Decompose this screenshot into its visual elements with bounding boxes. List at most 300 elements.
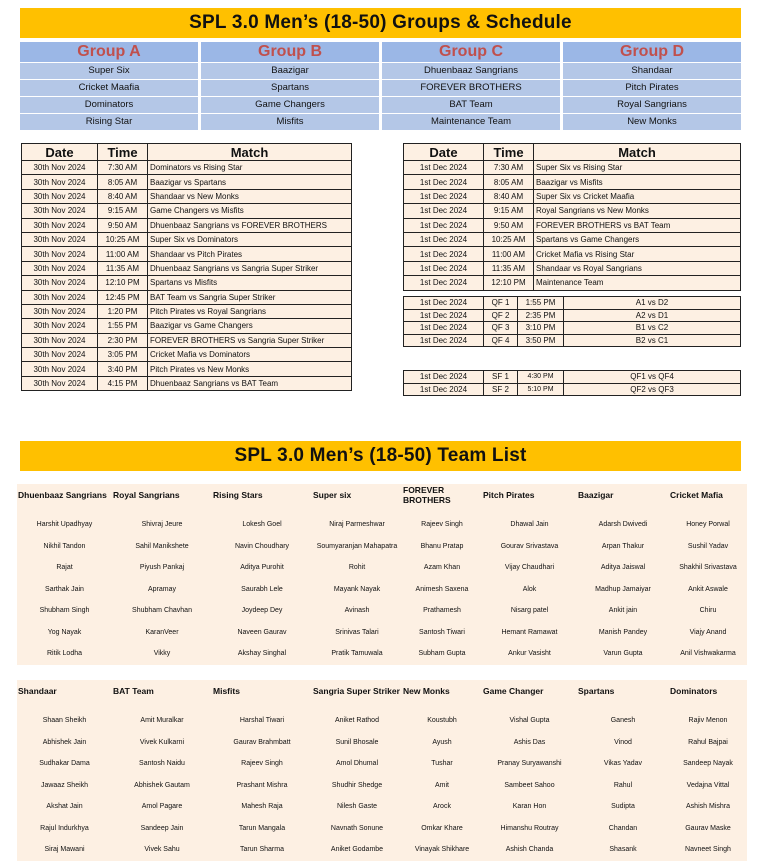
match-time: 10:25 AM [98,232,148,246]
player-name: Navneet Singh [685,846,731,854]
match-name: Shandaar vs Pitch Pirates [148,247,352,261]
match-name: Super Six vs Cricket Maafia [534,189,741,203]
schedule-day2-table [403,143,741,291]
match-code: QF 4 [484,334,518,347]
schedule-row [22,304,352,318]
group-team: Misfits [201,114,379,130]
player-name: Dhawal Jain [510,521,549,529]
player-name: Pranay Suryawanshi [497,760,562,768]
group-team: Royal Sangrians [563,97,741,113]
player-name: Tarun Sharma [240,846,284,854]
player-name: Santosh Naidu [139,760,185,768]
player-name: Avinash [344,607,370,615]
spacer [17,702,112,710]
match-time: 3:05 PM [98,348,148,362]
match-name: Dhuenbaaz Sangrians vs FOREVER BROTHERS [148,218,352,232]
match-header: Match [534,144,741,161]
match-date: 1st Dec 2024 [404,232,484,246]
player-name: Rahul Bajpai [688,738,728,746]
player-name: Sushil Yadav [687,542,729,550]
knockout-row [404,371,741,384]
spacer [402,702,482,710]
player-name: Sarthak Jain [45,585,84,593]
player-name: Vikky [153,650,171,658]
player-name: Amit Muralkar [140,717,184,725]
schedule-row [22,290,352,304]
player-name: Abhishek Jain [42,738,87,746]
match-name: A2 vs D1 [564,309,741,322]
match-name: Spartans vs Misfits [148,276,352,290]
group-team: BAT Team [382,97,560,113]
match-date: 1st Dec 2024 [404,261,484,275]
player-name: Rajul Indurkhya [40,824,89,832]
spacer [577,506,669,514]
player-name: Sudhakar Dama [39,760,90,768]
match-date: 1st Dec 2024 [404,322,484,335]
match-time: 11:35 AM [98,261,148,275]
schedule-row [22,247,352,261]
match-name: QF1 vs QF4 [564,371,741,384]
match-date: 30th Nov 2024 [22,319,98,333]
player-name: Ashis Das [513,738,546,746]
player-name: Vikas Yadav [603,760,643,768]
match-time: 1:20 PM [98,304,148,318]
player-name: Vijay Chaudhari [504,564,555,572]
spacer [669,506,747,514]
player-name: Bhanu Pratap [420,542,464,550]
player-name: Gourav Srivastava [500,542,559,550]
match-time: 9:15 AM [98,204,148,218]
schedule-row [404,232,741,246]
groups-table [20,42,741,130]
match-code: SF 2 [484,383,518,396]
player-name: Sandeep Jain [140,824,184,832]
player-name: Hemant Ramawat [501,628,558,636]
player-name: Vivek Kulkarni [139,738,185,746]
date-header: Date [404,144,484,161]
player-name: Sahil Manikshete [135,542,189,550]
group-team: Dominators [20,97,198,113]
group-team: Dhuenbaaz Sangrians [382,63,560,79]
match-code: QF 3 [484,322,518,335]
spacer [669,702,747,710]
schedule-row [22,376,352,390]
match-name: Dhuenbaaz Sangrians vs Sangria Super Striker [148,261,352,275]
schedule-row [22,189,352,203]
match-name: Shandaar vs New Monks [148,189,352,203]
knockout-row [404,383,741,396]
player-name: Ankit jain [608,607,638,615]
player-name: Viajy Anand [689,628,727,636]
group-header: Group C [382,42,560,62]
knockout-row [404,309,741,322]
match-date: 30th Nov 2024 [22,304,98,318]
player-name: Rahul [613,781,633,789]
player-name: Ritik Lodha [46,650,83,658]
match-time: 3:40 PM [98,362,148,376]
schedule-row [404,161,741,175]
spacer [577,702,669,710]
match-name: Cricket Mafia vs Rising Star [534,247,741,261]
match-name: Dominators vs Rising Star [148,161,352,175]
schedule-row [404,204,741,218]
knockout-row [404,297,741,310]
match-time: 8:05 AM [98,175,148,189]
spacer [17,506,112,514]
player-name: Santosh Tiwari [419,628,465,636]
team-name: Super six [313,490,352,500]
player-name: Jawaaz Sheikh [40,781,89,789]
player-name: Shubham Chavhan [132,607,192,615]
schedule-row [22,319,352,333]
player-name: Manish Pandey [598,628,648,636]
player-name: Abhishek Gautam [134,781,190,789]
match-time: 12:45 PM [98,290,148,304]
player-name: Vedajna Vittal [686,781,730,789]
player-name: Mahesh Raja [241,803,283,811]
match-date: 1st Dec 2024 [404,247,484,261]
group-team: Pitch Pirates [563,80,741,96]
match-name: B2 vs C1 [564,334,741,347]
player-name: Ankit Aswale [688,585,728,593]
time-header: Time [98,144,148,161]
match-time: 3:50 PM [518,334,564,347]
player-name: Omkar Khare [421,824,463,832]
player-name: Chiru [699,607,717,615]
player-name: Sandeep Nayak [683,760,733,768]
match-date: 1st Dec 2024 [404,334,484,347]
schedule-row [22,232,352,246]
spacer [312,702,402,710]
spacer [402,506,482,514]
player-name: Alok [522,585,537,593]
knockout-row [404,334,741,347]
schedule-row [404,189,741,203]
match-name: Game Changers vs Misfits [148,204,352,218]
team-list-block-1 [17,484,747,665]
player-name: Animesh Saxena [415,585,469,593]
schedule-row [404,276,741,290]
player-name: Amit [435,781,449,789]
knockout-row [404,322,741,335]
player-name: Navin Choudhary [234,542,290,550]
player-name: Saurabh Lele [241,585,283,593]
player-name: KaranVeer [145,628,179,636]
player-name: Sambeet Sahoo [504,781,555,789]
player-name: Shaan Sheikh [42,717,87,725]
player-name: Shakhil Srivastava [679,564,737,572]
match-time: 8:05 AM [484,175,534,189]
player-name: Nilesh Gaste [336,803,378,811]
match-date: 30th Nov 2024 [22,232,98,246]
player-name: Koustubh [427,717,457,725]
match-time: 3:10 PM [518,322,564,335]
match-time: 8:40 AM [98,189,148,203]
match-name: FOREVER BROTHERS vs Sangria Super Striker [148,333,352,347]
schedule-row [22,348,352,362]
schedule-row [22,362,352,376]
match-date: 30th Nov 2024 [22,348,98,362]
match-time: 7:30 AM [98,161,148,175]
player-name: Vinayak Shikhare [414,846,470,854]
match-name: Baazigar vs Misfits [534,175,741,189]
team-name: Misfits [213,686,240,696]
player-name: Harshal Tiwari [239,717,285,725]
group-team: New Monks [563,114,741,130]
player-name: Mayank Nayak [333,585,381,593]
schedule-title: SPL 3.0 Men’s (18-50) Groups & Schedule [20,8,741,38]
group-team: Super Six [20,63,198,79]
player-name: Rohit [348,564,366,572]
player-name: Rajiv Menon [688,717,728,725]
player-name: Ayush [432,738,452,746]
player-name: Shudhir Shedge [331,781,383,789]
match-date: 30th Nov 2024 [22,261,98,275]
schedule-row [404,218,741,232]
spacer [112,506,212,514]
semi-finals-table [403,370,741,396]
match-date: 1st Dec 2024 [404,218,484,232]
player-name: Ashish Mishra [686,803,730,811]
match-time: 8:40 AM [484,189,534,203]
player-name: Vinod [614,738,632,746]
player-name: Joydeep Dey [241,607,283,615]
group-team: Baazigar [201,63,379,79]
player-name: Navnath Sonune [330,824,384,832]
spacer [482,702,577,710]
team-name: New Monks [403,686,450,696]
spacer [112,702,212,710]
match-code: SF 1 [484,371,518,384]
match-name: FOREVER BROTHERS vs BAT Team [534,218,741,232]
match-code: QF 1 [484,297,518,310]
match-date: 1st Dec 2024 [404,189,484,203]
group-team: FOREVER BROTHERS [382,80,560,96]
match-date: 1st Dec 2024 [404,175,484,189]
match-time: 9:50 AM [484,218,534,232]
match-date: 30th Nov 2024 [22,362,98,376]
player-name: Aniket Rathod [335,717,379,725]
player-name: Aditya Jaiswal [600,564,646,572]
player-name: Pratik Tamuwala [331,650,383,658]
match-time: 9:50 AM [98,218,148,232]
group-team: Spartans [201,80,379,96]
group-team: Cricket Maafia [20,80,198,96]
match-header: Match [148,144,352,161]
match-date: 1st Dec 2024 [404,297,484,310]
player-name: Honey Porwal [686,521,730,529]
player-name: Yog Nayak [47,628,82,636]
player-name: Soumyaranjan Mahapatra [316,542,398,550]
match-name: Baazigar vs Game Changers [148,319,352,333]
player-name: Rajat [56,564,73,572]
match-date: 30th Nov 2024 [22,204,98,218]
match-date: 30th Nov 2024 [22,376,98,390]
group-team: Rising Star [20,114,198,130]
match-time: 4:30 PM [518,371,564,384]
match-time: 9:15 AM [484,204,534,218]
match-name: Super Six vs Dominators [148,232,352,246]
player-name: Shivraj Jeure [141,521,183,529]
team-name: Royal Sangrians [113,490,180,500]
player-name: Nikhil Tandon [43,542,86,550]
group-team: Shandaar [563,63,741,79]
team-name: Game Changer [483,686,544,696]
match-name: Baazigar vs Spartans [148,175,352,189]
match-date: 1st Dec 2024 [404,161,484,175]
player-name: Sunil Bhosale [335,738,379,746]
player-name: Naveen Gaurav [237,628,287,636]
match-name: Pitch Pirates vs Royal Sangrians [148,304,352,318]
match-time: 12:10 PM [98,276,148,290]
schedule-row [22,276,352,290]
match-date: 30th Nov 2024 [22,161,98,175]
player-name: Subham Gupta [418,650,466,658]
player-name: Siraj Mawani [44,846,85,854]
player-name: Shubham Singh [39,607,90,615]
player-name: Sudipta [611,803,635,811]
match-name: A1 vs D2 [564,297,741,310]
spacer [482,506,577,514]
player-name: Apramay [147,585,176,593]
match-time: 5:10 PM [518,383,564,396]
schedule-day1-table [21,143,352,391]
player-name: Azam Khan [423,564,461,572]
match-time: 1:55 PM [98,319,148,333]
group-header: Group A [20,42,198,62]
team-list-title: SPL 3.0 Men’s (18-50) Team List [20,441,741,471]
player-name: Akshat Jain [46,803,83,811]
quarter-finals-table [403,296,741,347]
player-name: Ganesh [610,717,636,725]
group-team: Game Changers [201,97,379,113]
player-name: Arpan Thakur [601,542,645,550]
schedule-row [22,333,352,347]
player-name: Nisarg patel [510,607,549,615]
team-name: FOREVER BROTHERS [403,485,451,505]
player-name: Adarsh Dwivedi [598,521,648,529]
player-name: Rajeev Singh [421,521,463,529]
schedule-row [404,247,741,261]
schedule-row [22,161,352,175]
player-name: Himanshu Routray [500,824,559,832]
match-date: 30th Nov 2024 [22,276,98,290]
group-header: Group B [201,42,379,62]
schedule-row [404,261,741,275]
team-name: Dominators [670,686,718,696]
player-name: Ankur Vasisht [508,650,551,658]
match-date: 30th Nov 2024 [22,175,98,189]
match-name: Dhuenbaaz Sangrians vs BAT Team [148,376,352,390]
match-date: 1st Dec 2024 [404,371,484,384]
time-header: Time [484,144,534,161]
match-name: Pitch Pirates vs New Monks [148,362,352,376]
player-name: Gaurav Brahmbatt [233,738,291,746]
player-name: Piyush Pankaj [139,564,185,572]
player-name: Gaurav Maske [685,824,731,832]
player-name: Lokesh Goel [242,521,282,529]
schedule-row [22,204,352,218]
player-name: Aniket Godambe [330,846,384,854]
match-time: 2:35 PM [518,309,564,322]
player-name: Prathamesh [423,607,461,615]
match-time: 11:00 AM [484,247,534,261]
match-name: BAT Team vs Sangria Super Striker [148,290,352,304]
spacer [212,506,312,514]
team-name: Baazigar [578,490,614,500]
schedule-row [404,175,741,189]
match-name: Spartans vs Game Changers [534,232,741,246]
team-name: Rising Stars [213,490,263,500]
player-name: Shasank [609,846,637,854]
player-name: Aditya Purohit [240,564,284,572]
match-date: 1st Dec 2024 [404,204,484,218]
player-name: Karan Hon [512,803,547,811]
player-name: Arock [433,803,451,811]
player-name: Vishal Gupta [509,717,550,725]
match-time: 11:35 AM [484,261,534,275]
player-name: Madhup Jamaiyar [595,585,651,593]
match-time: 4:15 PM [98,376,148,390]
player-name: Varun Gupta [603,650,643,658]
schedule-row [22,218,352,232]
team-name: Pitch Pirates [483,490,535,500]
match-name: Super Six vs Rising Star [534,161,741,175]
date-header: Date [22,144,98,161]
group-header: Group D [563,42,741,62]
player-name: Tarun Mangala [238,824,286,832]
match-date: 1st Dec 2024 [404,276,484,290]
player-name: Ashish Chanda [505,846,554,854]
team-list-block-2 [17,680,747,861]
match-time: 11:00 AM [98,247,148,261]
player-name: Srinivas Talari [335,628,379,636]
match-name: Royal Sangrians vs New Monks [534,204,741,218]
player-name: Amol Pagare [141,803,183,811]
match-name: QF2 vs QF3 [564,383,741,396]
team-name: Cricket Mafia [670,490,723,500]
match-time: 1:55 PM [518,297,564,310]
player-name: Niraj Parmeshwar [329,521,385,529]
player-name: Prashant Mishra [236,781,288,789]
match-date: 30th Nov 2024 [22,218,98,232]
match-name: Shandaar vs Royal Sangrians [534,261,741,275]
match-name: Cricket Mafia vs Dominators [148,348,352,362]
match-time: 12:10 PM [484,276,534,290]
player-name: Chandan [608,824,638,832]
match-name: B1 vs C2 [564,322,741,335]
match-name: Maintenance Team [534,276,741,290]
match-time: 2:30 PM [98,333,148,347]
team-name: BAT Team [113,686,154,696]
group-team: Maintenance Team [382,114,560,130]
match-date: 1st Dec 2024 [404,309,484,322]
match-time: 10:25 AM [484,232,534,246]
match-code: QF 2 [484,309,518,322]
player-name: Tushar [431,760,453,768]
team-name: Dhuenbaaz Sangrians [18,490,107,500]
player-name: Rajeev Singh [241,760,283,768]
player-name: Amol Dhumal [335,760,378,768]
match-date: 1st Dec 2024 [404,383,484,396]
spacer [312,506,402,514]
team-name: Shandaar [18,686,57,696]
player-name: Vivek Sahu [144,846,180,854]
match-date: 30th Nov 2024 [22,333,98,347]
spacer [212,702,312,710]
match-date: 30th Nov 2024 [22,189,98,203]
schedule-row [22,261,352,275]
